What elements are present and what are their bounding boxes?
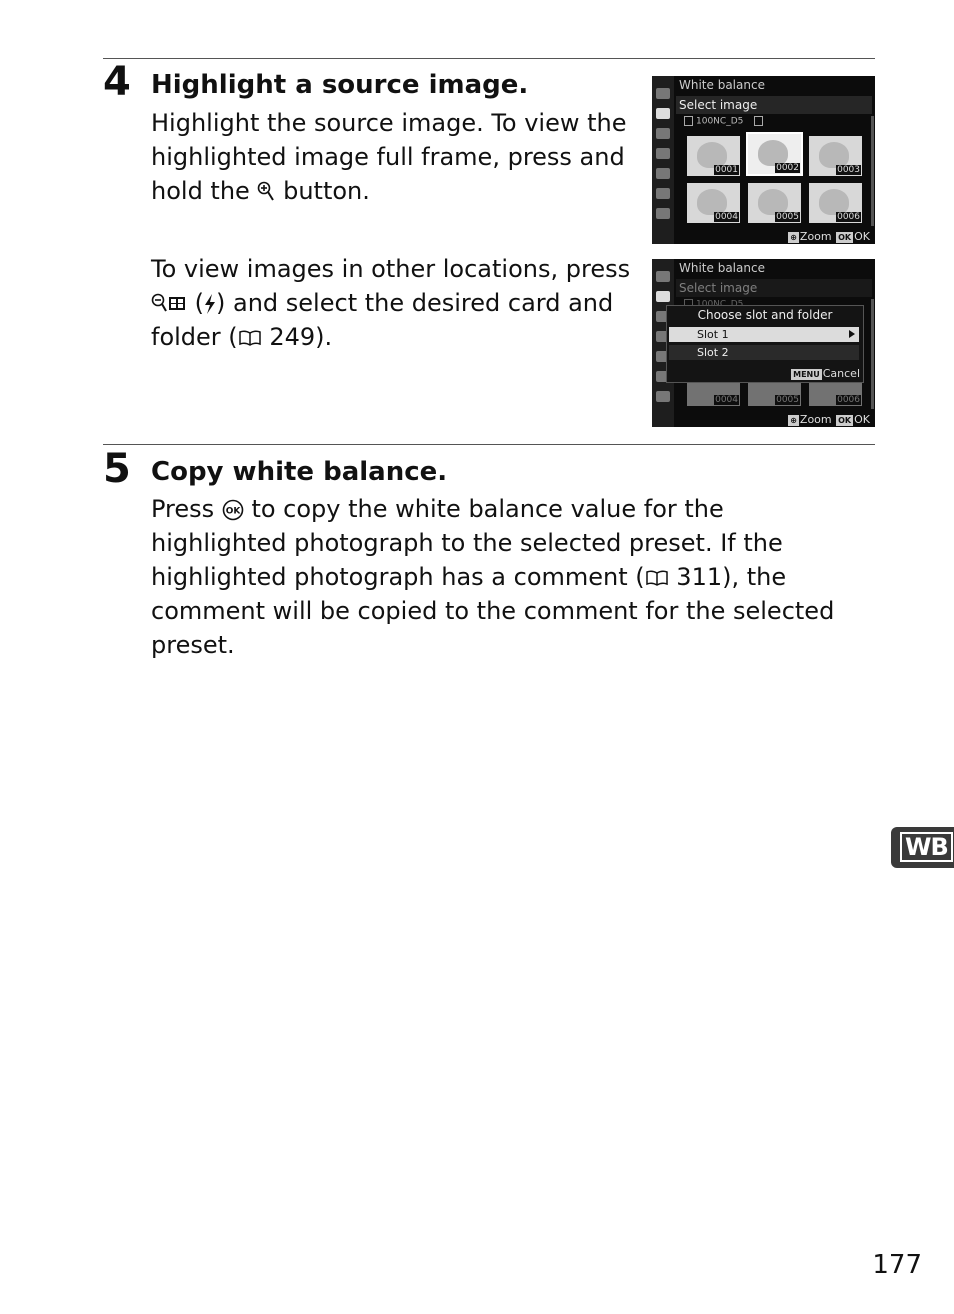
white-balance-section-tab xyxy=(891,827,954,868)
thumbnail-zoom-out-icon xyxy=(151,293,187,315)
retouch-menu-icon xyxy=(656,188,670,199)
section-divider xyxy=(103,444,875,445)
chevron-right-icon xyxy=(849,330,855,338)
slot-2-option[interactable]: Slot 2 xyxy=(669,345,859,360)
screen-subtitle: Select image xyxy=(676,279,872,297)
thumbnail[interactable]: 0003 xyxy=(809,136,862,176)
zoom-in-icon xyxy=(257,181,275,203)
screen-footer: ⊕ Zoom OK OK xyxy=(790,230,870,243)
custom-settings-icon xyxy=(656,148,670,159)
screen-subtitle: Select image xyxy=(676,96,872,114)
step-4-number: 4 xyxy=(103,59,131,105)
ok-button-icon xyxy=(222,499,244,521)
camera-menu-icon xyxy=(656,291,670,302)
ok-button-icon: OK xyxy=(838,415,852,425)
cancel-hint[interactable]: MENU Cancel xyxy=(793,367,860,380)
thumbnail[interactable]: 0006 xyxy=(809,366,862,406)
camera-screen-select-image xyxy=(652,76,875,244)
playback-menu-icon xyxy=(656,88,670,99)
zoom-button-icon: ⊕ xyxy=(790,415,797,425)
screen-title: White balance xyxy=(679,261,765,275)
screen-footer: ⊕ Zoom OK OK xyxy=(790,413,870,426)
slot-1-option[interactable]: Slot 1 xyxy=(669,327,859,342)
step-5-heading: Copy white balance. xyxy=(151,457,448,487)
setup-menu-icon xyxy=(656,168,670,179)
thumbnail[interactable]: 0001 xyxy=(687,136,740,176)
thumbnail[interactable]: 0004 xyxy=(687,183,740,223)
book-reference-icon xyxy=(238,329,262,347)
card-slot-icon xyxy=(684,116,693,126)
step-4-paragraph-2: To view images in other locations, press ( ) and select the desired card and folder ( 249). xyxy=(151,255,631,351)
screen-title: White balance xyxy=(679,78,765,92)
page-number: 177 xyxy=(872,1250,922,1280)
camera-screen-choose-slot xyxy=(652,259,875,427)
thumbnail-selected[interactable]: 0002 xyxy=(748,134,801,174)
thumbnail[interactable]: 0005 xyxy=(748,366,801,406)
step-5-number: 5 xyxy=(103,446,131,492)
zoom-button-icon: ⊕ xyxy=(790,232,797,242)
my-menu-icon xyxy=(656,391,670,402)
top-rule xyxy=(103,58,875,59)
thumbnail[interactable]: 0006 xyxy=(809,183,862,223)
scrollbar[interactable] xyxy=(871,299,874,409)
book-reference-icon xyxy=(645,569,669,587)
thumbnail[interactable]: 0005 xyxy=(748,183,801,223)
thumbnail[interactable]: 0004 xyxy=(687,366,740,406)
ok-button-icon: OK xyxy=(838,232,852,242)
scrollbar[interactable] xyxy=(871,116,874,226)
flash-icon xyxy=(204,293,216,315)
card-slot-2-icon xyxy=(754,116,763,126)
folder-indicator: 100NC_D5 xyxy=(684,116,766,127)
choose-slot-dialog xyxy=(666,305,864,383)
playback-menu-icon xyxy=(656,271,670,282)
step-4-paragraph-1: Highlight the source image. To view the highlighted image full frame, press and hold the button. xyxy=(151,109,627,205)
step-5-paragraph: Press OK to copy the white balance value for the highlighted photograph to the selected preset. If the highlighted photograph has a comment ( 311), the comment will be copied to the comment for the selected preset. xyxy=(151,495,835,659)
wb-tab-label: WB xyxy=(900,832,953,862)
menu-button-icon: MENU xyxy=(793,369,820,379)
camera-menu-icon xyxy=(656,108,670,119)
svg-text:OK: OK xyxy=(225,506,241,517)
menu-sidebar xyxy=(652,76,674,244)
movie-menu-icon xyxy=(656,128,670,139)
my-menu-icon xyxy=(656,208,670,219)
dialog-title: Choose slot and folder xyxy=(697,308,833,322)
step-4-heading: Highlight a source image. xyxy=(151,70,529,100)
